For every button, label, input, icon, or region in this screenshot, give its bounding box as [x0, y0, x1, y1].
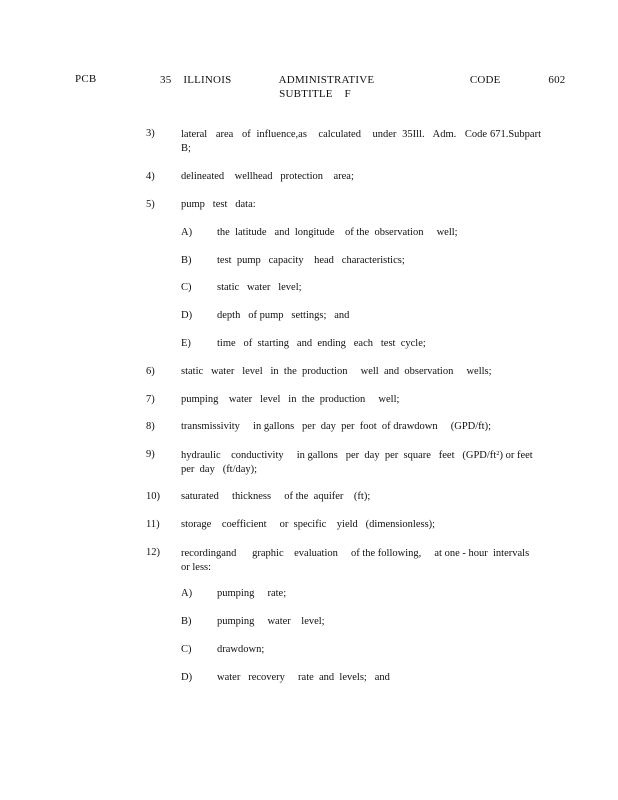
sub-item-text: time of starting and ending each test cycle; [217, 338, 426, 349]
item-number: 9) [146, 449, 155, 460]
sub-item-text: the latitude and longitude of the observation well; [217, 227, 458, 238]
header-title [160, 73, 566, 101]
item-number: 6) [146, 366, 155, 377]
item-number: 8) [146, 421, 155, 432]
header-code-line: 35 ILLINOIS ADMINISTRATIVE CODE 602 [160, 74, 566, 86]
item-text: delineated wellhead protection area; [181, 171, 354, 182]
sub-item-text: static water level; [217, 282, 302, 293]
sub-item-letter: C) [181, 282, 192, 293]
item-number: 4) [146, 171, 155, 182]
item-text: lateral area of influence,as calculated under 35Ill. Adm. Code 671.Subpart B; [181, 129, 555, 154]
sub-item-letter: A) [181, 588, 193, 599]
item-text: pump test data: [181, 199, 256, 210]
item-number: 10) [146, 491, 160, 502]
sub-item-letter: E) [181, 338, 191, 349]
sub-item-letter: A) [181, 227, 193, 238]
item-text-part: hydraulic conductivity in gallons per day per square feet (GPD/ft [181, 450, 497, 461]
item-number: 3) [146, 128, 155, 139]
item-text: pumping water level in the production well; [181, 394, 400, 405]
sub-item-letter: B) [181, 616, 192, 627]
item-text: recordingand graphic evaluation of the following, at one - hour intervals or less: [181, 548, 540, 573]
item-text: saturated thickness of the aquifer (ft); [181, 491, 371, 502]
item-text-part: ) or feet per day (ft/day); [181, 450, 536, 475]
item-text [181, 449, 541, 477]
item-number: 11) [146, 519, 160, 530]
item-text: transmissivity in gallons per day per foot of drawdown (GPD/ft); [181, 421, 491, 432]
sub-item-letter: D) [181, 672, 193, 683]
item-number: 5) [146, 199, 155, 210]
superscript: 2 [496, 450, 500, 457]
sub-item-text: water recovery rate and levels; and [217, 672, 390, 683]
header-subtitle-line: SUBTITLE F [279, 88, 351, 100]
sub-item-letter: D) [181, 310, 193, 321]
item-text: storage coefficient or specific yield (dimensionless); [181, 519, 436, 530]
sub-item-text: depth of pump settings; and [217, 310, 350, 321]
sub-item-text: drawdown; [217, 644, 265, 655]
sub-item-letter: B) [181, 255, 192, 266]
item-text: static water level in the production well and observation wells; [181, 366, 492, 377]
sub-item-text: pumping rate; [217, 588, 287, 599]
item-number: 12) [146, 547, 160, 558]
sub-item-letter: C) [181, 644, 192, 655]
sub-item-text: pumping water level; [217, 616, 325, 627]
item-number: 7) [146, 394, 155, 405]
sub-item-text: test pump capacity head characteristics; [217, 255, 405, 266]
header-agency: PCB [75, 73, 97, 85]
